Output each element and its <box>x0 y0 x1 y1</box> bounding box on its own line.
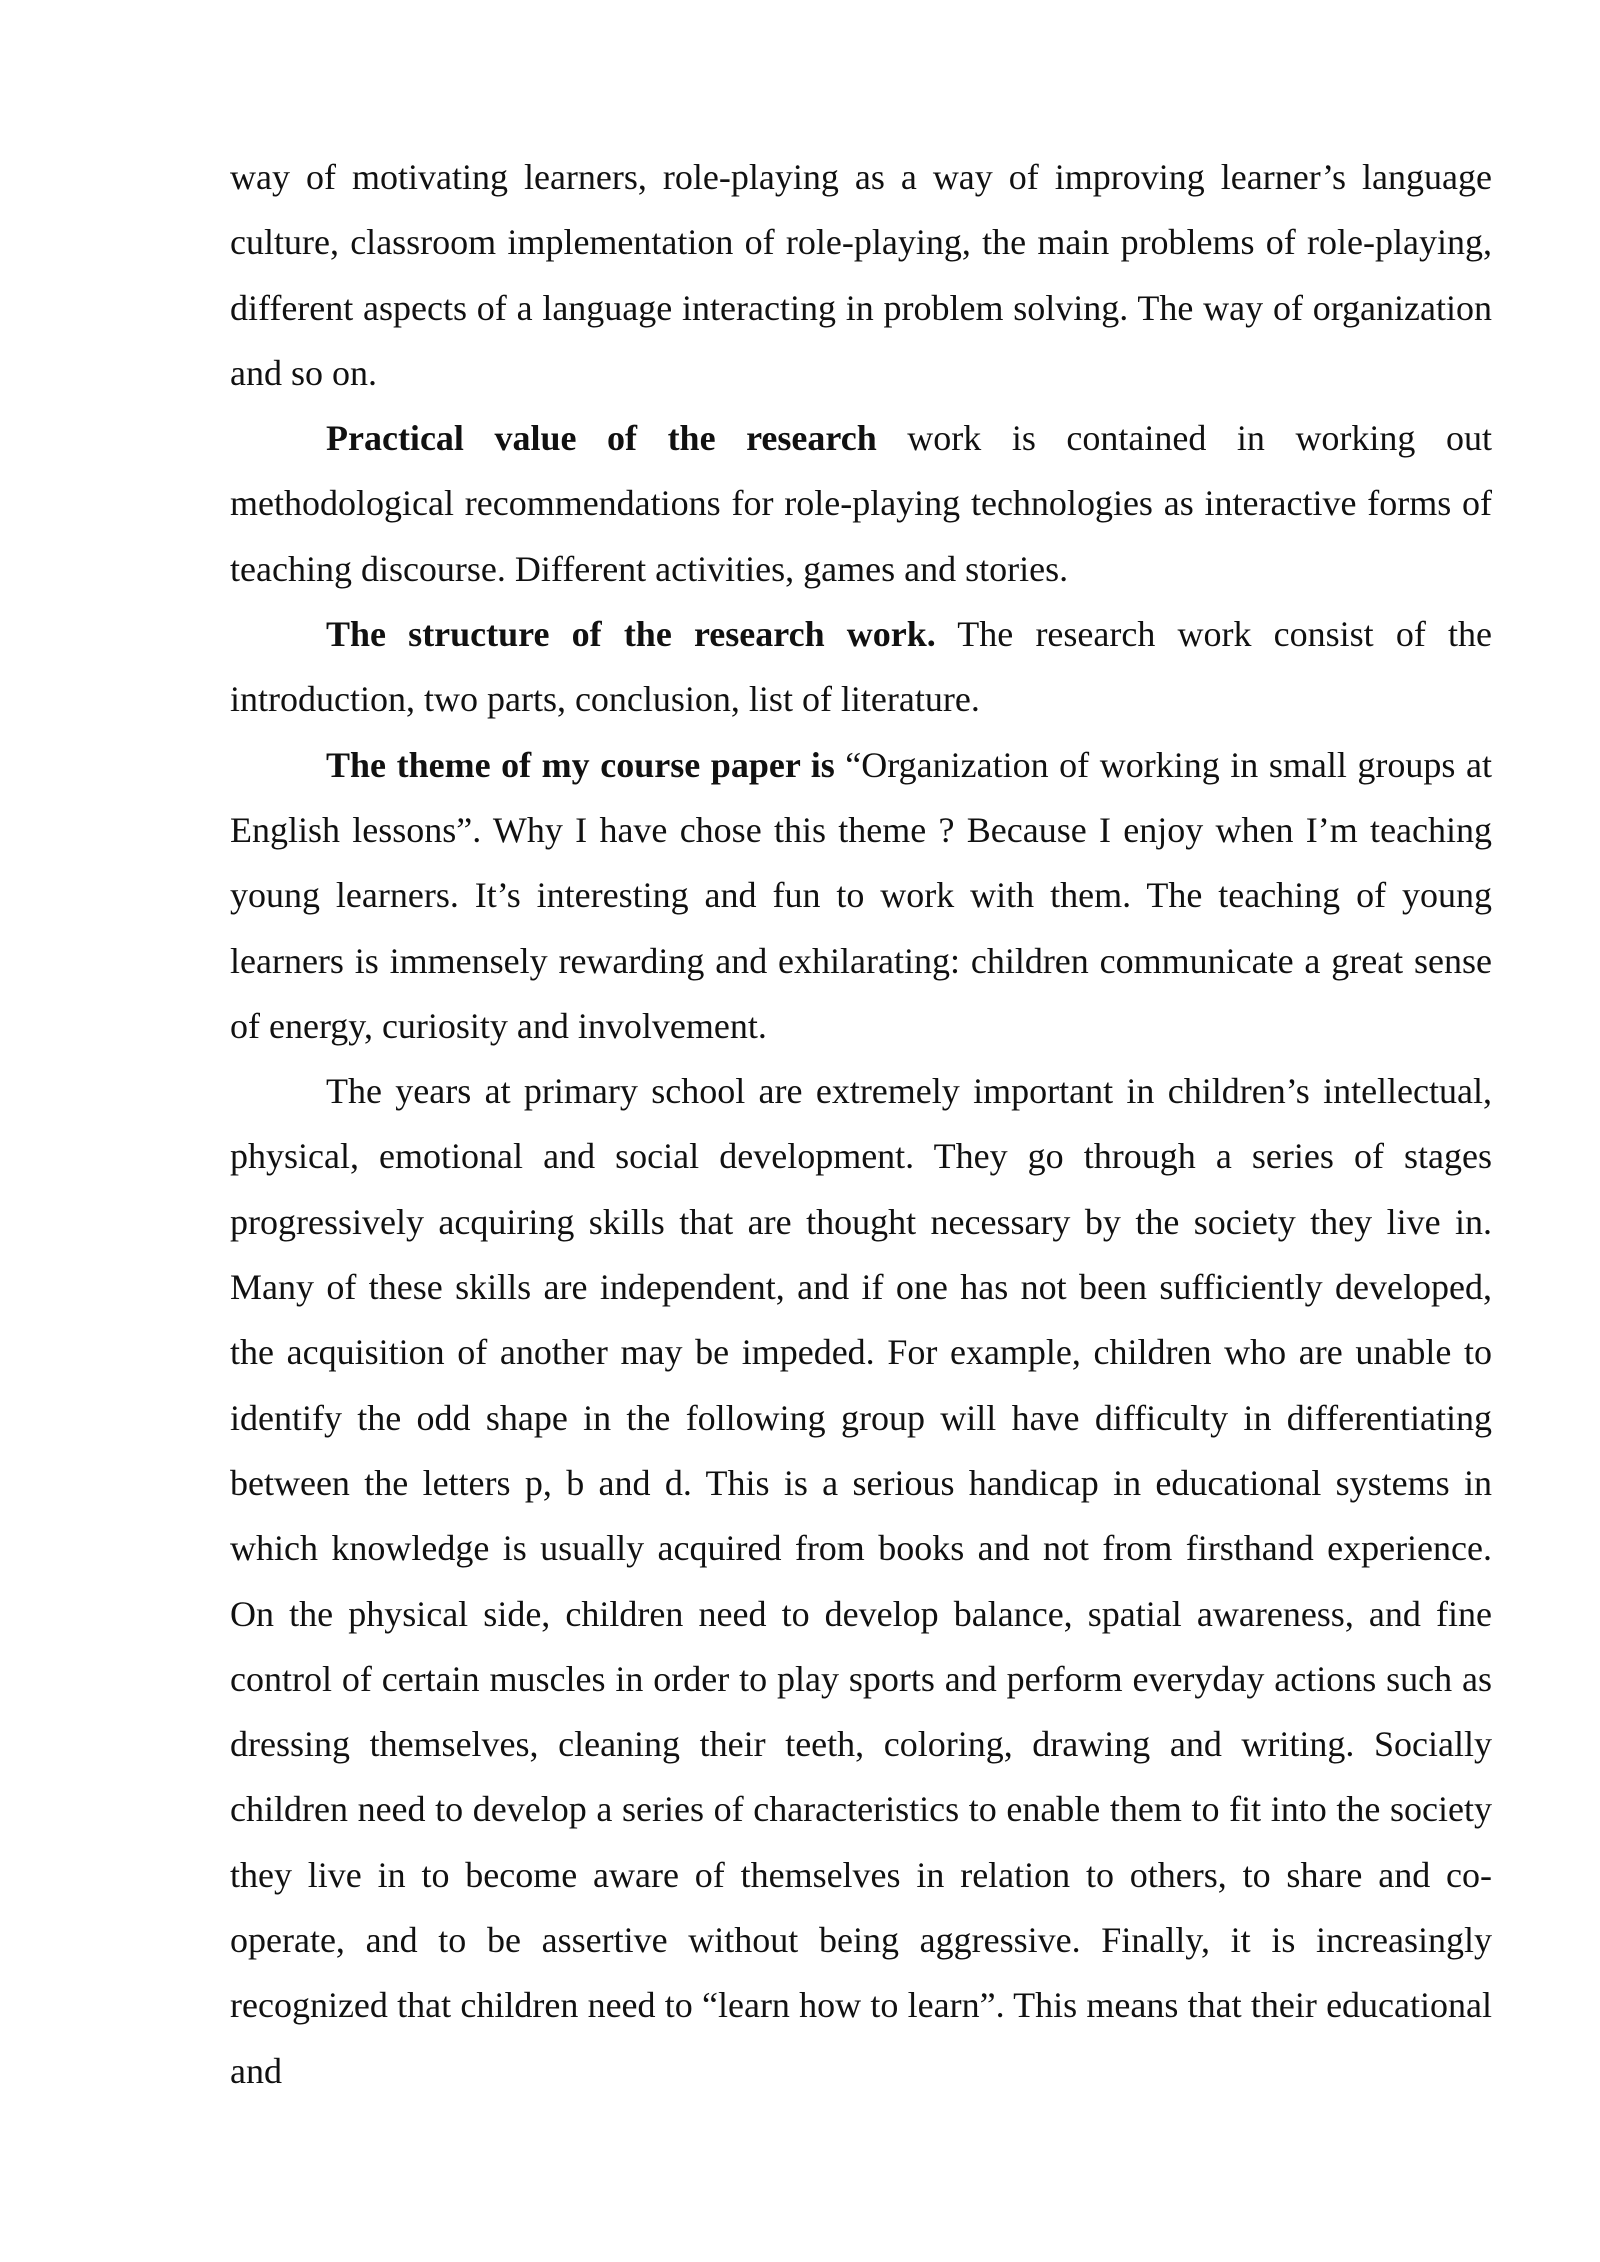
paragraph-theme <box>230 733 1492 1059</box>
paragraph-text: work is contained in working out methodological recommendations for role-playing technologies as interactive forms of teaching discourse. Different activities, games and stories. <box>230 418 1492 589</box>
paragraph-text: “Organization of working in small groups at English lessons”. Why I have chose this theme ? Because I enjoy when I’m teaching young learners. It’s interesting and fun to work with them. The teaching of young learners is immensely rewarding and exhilarating: children communicate a great sense of energy, curiosity and involvement. <box>230 744 1492 1046</box>
paragraph-heading: Practical value of the research <box>326 418 877 459</box>
paragraph-structure <box>230 602 1492 733</box>
paragraph-continuation <box>230 145 1492 406</box>
paragraph-text: The research work consist of the introduction, two parts, conclusion, list of literature. <box>230 614 1492 720</box>
paragraph-heading: The structure of the research work. <box>326 614 936 655</box>
body-text <box>230 145 1492 2104</box>
paragraph-practical-value <box>230 406 1492 602</box>
paragraph-text: way of motivating learners, role-playing as a way of improving learner’s language culture, classroom implementation of role-playing, the main problems of role-playing, different aspects of a language interacting in problem solving. The way of organization and so on. <box>230 157 1492 393</box>
paragraph-text: The years at primary school are extremely important in children’s intellectual, physical, emotional and social development. They go through a series of stages progressively acquiring skills that are thought necessary by the society they live in. Many of these skills are independent, and if one has not been sufficiently developed, the acquisition of another may be impeded. For example, children who are unable to identify the odd shape in the following group will have difficulty in differentiating between the letters p, b and d. This is a serious handicap in educational systems in which knowledge is usually acquired from books and not from firsthand experience. On the physical side, children need to develop balance, spatial awareness, and fine control of certain muscles in order to play sports and perform everyday actions such as dressing themselves, cleaning their teeth, coloring, drawing and writing. Socially children need to develop a series of characteristics to enable them to fit into the society they live in to become aware of themselves in relation to others, to share and co-operate, and to be assertive without being aggressive. Finally, it is increasingly recognized that children need to “learn how to learn”. This means that their educational and <box>230 1071 1492 2091</box>
paragraph-primary-school <box>230 1059 1492 2104</box>
paragraph-heading: The theme of my course paper is <box>326 744 835 785</box>
